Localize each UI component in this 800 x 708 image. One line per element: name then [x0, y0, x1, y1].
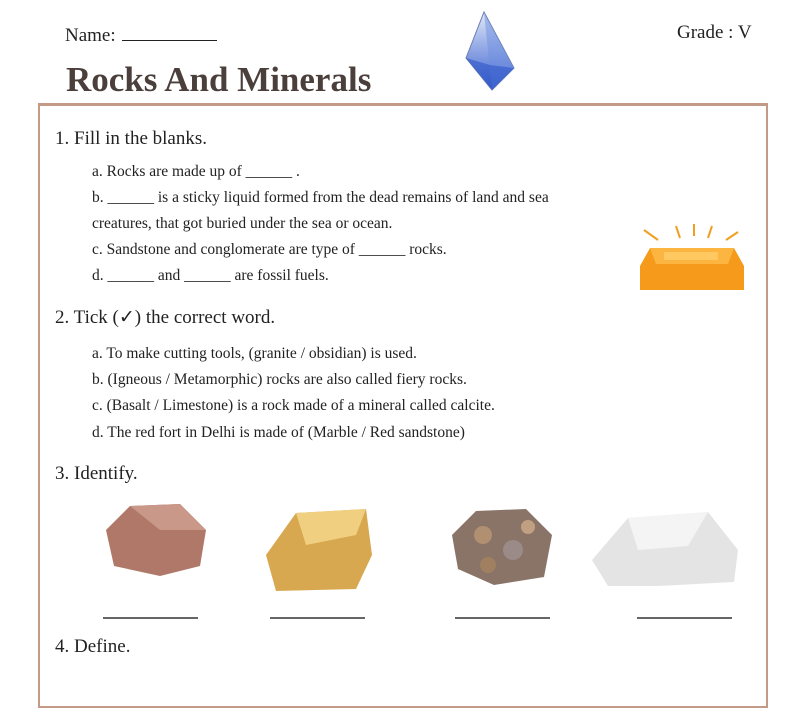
- name-label: Name:: [65, 25, 116, 46]
- gold-bar-illustration: [636, 222, 748, 294]
- granite-rock-image: [100, 500, 212, 580]
- grade-label: Grade : V: [677, 22, 752, 43]
- name-blank[interactable]: [122, 22, 217, 41]
- q1-heading: 1. Fill in the blanks.: [55, 128, 207, 149]
- conglomerate-rock-image: [448, 505, 558, 587]
- q1-item-c: c. Sandstone and conglomerate are type of ______ rocks.: [92, 241, 447, 258]
- q4-heading: 4. Define.: [55, 636, 131, 657]
- answer-line-3[interactable]: [455, 617, 550, 619]
- q2-item-d: d. The red fort in Delhi is made of (Marble / Red sandstone): [92, 424, 465, 441]
- sandstone-rock-image: [256, 505, 376, 595]
- answer-line-2[interactable]: [270, 617, 365, 619]
- q2-item-c: c. (Basalt / Limestone) is a rock made of a mineral called calcite.: [92, 397, 495, 414]
- q1-item-b-cont: creatures, that got buried under the sea or ocean.: [92, 215, 393, 232]
- name-field: [65, 22, 217, 47]
- q1-item-b: b. ______ is a sticky liquid formed from the dead remains of land and sea: [92, 189, 549, 206]
- q1-item-a: a. Rocks are made up of ______ .: [92, 163, 300, 180]
- q2-item-b: b. (Igneous / Metamorphic) rocks are also called fiery rocks.: [92, 371, 467, 388]
- q2-heading: 2. Tick (✓) the correct word.: [55, 307, 276, 328]
- crystal-illustration: [462, 10, 526, 92]
- answer-line-1[interactable]: [103, 617, 198, 619]
- page-title: Rocks And Minerals: [66, 60, 372, 99]
- answer-line-4[interactable]: [637, 617, 732, 619]
- q1-item-d: d. ______ and ______ are fossil fuels.: [92, 267, 329, 284]
- marble-rock-image: [588, 510, 743, 590]
- q2-item-a: a. To make cutting tools, (granite / obsidian) is used.: [92, 345, 417, 362]
- q3-heading: 3. Identify.: [55, 463, 138, 484]
